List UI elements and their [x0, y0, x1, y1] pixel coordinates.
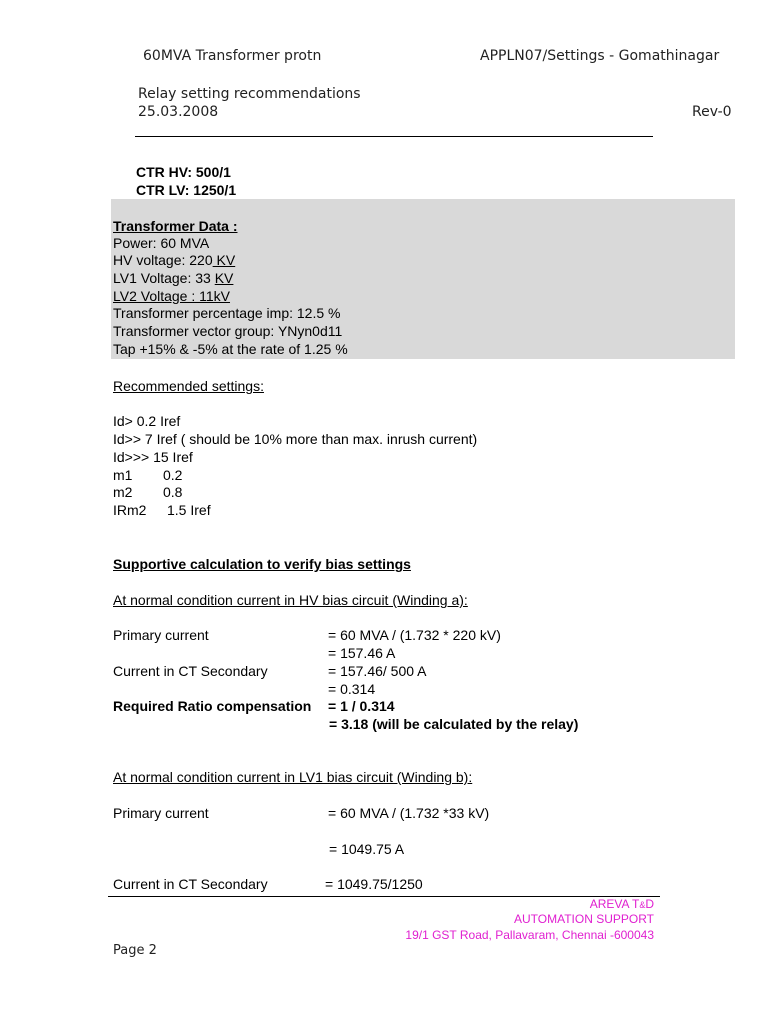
hv-primary-eq1: = 60 MVA / (1.732 * 220 kV)	[328, 627, 501, 643]
transformer-vector-group: Transformer vector group: YNyn0d11	[113, 323, 343, 339]
ctr-hv: CTR HV: 500/1	[136, 164, 231, 180]
header-right-title: APPLN07/Settings - Gomathinagar	[480, 48, 720, 64]
setting-m2-label: m2	[113, 484, 133, 500]
hv-ratio-eq2: = 3.18 (will be calculated by the relay)	[329, 716, 579, 732]
recommended-heading: Recommended settings:	[113, 378, 264, 394]
lv1-primary-eq2: = 1049.75 A	[329, 841, 405, 857]
ctr-lv: CTR LV: 1250/1	[136, 182, 237, 198]
header-divider	[135, 136, 653, 137]
transformer-data-heading: Transformer Data :	[113, 218, 238, 234]
page-number: Page 2	[113, 943, 157, 958]
transformer-impedance: Transformer percentage imp: 12.5 %	[113, 305, 341, 321]
footer-company: AREVA T&D	[589, 897, 654, 911]
setting-id3: Id>>> 15 Iref	[113, 449, 193, 465]
setting-id1: Id> 0.2 Iref	[113, 413, 181, 429]
footer-dept: AUTOMATION SUPPORT	[513, 912, 654, 926]
setting-m1-value: 0.2	[163, 467, 183, 483]
setting-irm2-label: IRm2	[113, 502, 147, 518]
transformer-power: Power: 60 MVA	[113, 235, 210, 251]
setting-id2: Id>> 7 Iref ( should be 10% more than max. inrush current)	[113, 431, 478, 447]
lv1-primary-eq1: = 60 MVA / (1.732 *33 kV)	[328, 805, 490, 821]
hv-ct-eq2: = 0.314	[328, 681, 376, 697]
hv-ct-label: Current in CT Secondary	[113, 663, 268, 679]
setting-m1-label: m1	[113, 467, 133, 483]
footer-divider	[108, 896, 660, 897]
lv1-ct-label: Current in CT Secondary	[113, 876, 268, 892]
header-date: 25.03.2008	[138, 104, 219, 120]
hv-ct-eq1: = 157.46/ 500 A	[328, 663, 427, 679]
hv-ratio-label: Required Ratio compensation	[113, 698, 312, 714]
hv-ratio-eq1: = 1 / 0.314	[328, 698, 395, 714]
transformer-lv1-voltage: LV1 Voltage: 33 KV	[113, 270, 234, 286]
lv1-bias-heading: At normal condition current in LV1 bias circuit (Winding b):	[113, 769, 473, 785]
footer-address: 19/1 GST Road, Pallavaram, Chennai -600043	[405, 928, 654, 942]
hv-primary-label: Primary current	[113, 627, 209, 643]
supportive-heading: Supportive calculation to verify bias settings	[113, 556, 411, 572]
transformer-hv-voltage: HV voltage: 220 KV	[113, 252, 236, 268]
transformer-tap: Tap +15% & -5% at the rate of 1.25 %	[113, 341, 348, 357]
hv-bias-heading: At normal condition current in HV bias circuit (Winding a):	[113, 592, 468, 608]
transformer-lv2-voltage: LV2 Voltage : 11kV	[113, 288, 231, 304]
header-subtitle: Relay setting recommendations	[138, 86, 361, 102]
header-revision: Rev-0	[692, 104, 732, 120]
hv-primary-eq2: = 157.46 A	[328, 645, 396, 661]
header-left-title: 60MVA Transformer protn	[143, 48, 322, 64]
setting-m2-value: 0.8	[163, 484, 183, 500]
setting-irm2-value: 1.5 Iref	[167, 502, 211, 518]
lv1-ct-eq1: = 1049.75/1250	[325, 876, 423, 892]
lv1-primary-label: Primary current	[113, 805, 209, 821]
